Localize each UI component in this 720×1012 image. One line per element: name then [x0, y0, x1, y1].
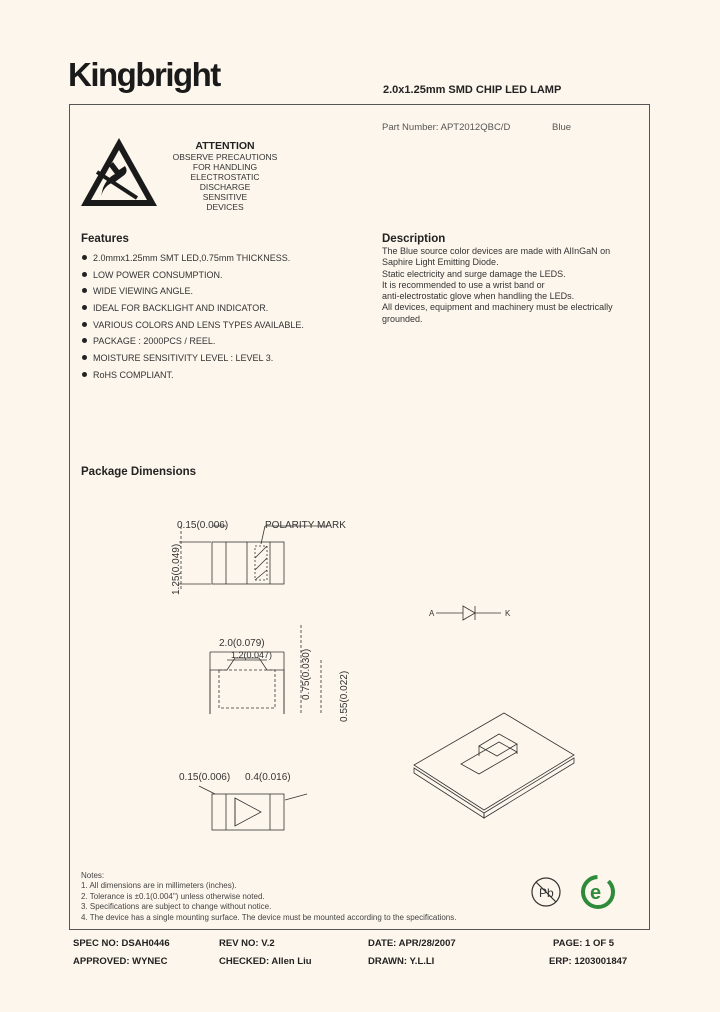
- attention-line: OBSERVE PRECAUTIONS: [172, 152, 278, 162]
- checked-by: CHECKED: Allen Liu: [219, 956, 312, 967]
- package-dimensions-heading: Package Dimensions: [81, 466, 197, 478]
- attention-heading: ATTENTION: [195, 140, 255, 152]
- title-block-footer: [69, 938, 650, 972]
- isometric-view-drawing: [414, 713, 574, 818]
- dim-bottom-right: 0.4(0.016): [245, 772, 291, 783]
- feature-item: LOW POWER CONSUMPTION.: [81, 269, 371, 286]
- page-number: PAGE: 1 OF 5: [553, 938, 615, 949]
- description-line: It is recommended to use a wrist band or: [382, 279, 545, 290]
- esd-warning-icon: [79, 132, 159, 212]
- bottom-view-drawing: [199, 786, 307, 830]
- part-number: Part Number: APT2012QBC/D: [382, 122, 511, 133]
- spec-number: SPEC NO: DSAH0446: [73, 938, 170, 949]
- kingbright-logo: Kingbright: [68, 56, 220, 93]
- attention-line: DISCHARGE: [199, 182, 251, 192]
- description-heading: Description: [382, 233, 446, 245]
- attention-line: SENSITIVE: [202, 192, 248, 202]
- feature-item: VARIOUS COLORS AND LENS TYPES AVAILABLE.: [81, 319, 371, 336]
- note-line: 2. Tolerance is ±0.1(0.004") unless otherwise noted.: [81, 891, 265, 901]
- diode-symbol: [436, 606, 501, 620]
- pb-free-label: Pb: [539, 886, 554, 900]
- attention-line: FOR HANDLING: [192, 162, 258, 172]
- dim-top-width: 0.15(0.006): [177, 520, 229, 531]
- cathode-label: K: [505, 609, 511, 618]
- note-line: 4. The device has a single mounting surface. The device must be mounted according to the specifications.: [81, 912, 457, 922]
- rohs-label: e: [590, 882, 602, 904]
- feature-item: PACKAGE : 2000PCS / REEL.: [81, 335, 371, 352]
- feature-item: WIDE VIEWING ANGLE.: [81, 285, 371, 302]
- description-line: Saphire Light Emitting Diode.: [382, 257, 499, 268]
- attention-line: ELECTROSTATIC: [190, 172, 260, 182]
- attention-line: DEVICES: [206, 202, 244, 212]
- description-text: [382, 246, 644, 325]
- notes-heading: Notes:: [81, 871, 105, 880]
- notes-block: [81, 871, 456, 923]
- erp-number: ERP: 1203001847: [549, 956, 628, 967]
- feature-item: IDEAL FOR BACKLIGHT AND INDICATOR.: [81, 302, 371, 319]
- dim-bottom-left: 0.15(0.006): [179, 772, 231, 783]
- dim-body-width: 2.0(0.079): [219, 638, 265, 649]
- release-date: DATE: APR/28/2007: [368, 938, 456, 949]
- description-line: grounded.: [382, 313, 423, 324]
- dim-right-height: 0.75(0.030): [301, 648, 312, 700]
- package-dimension-drawings: [69, 500, 650, 850]
- feature-item: RoHS COMPLIANT.: [81, 369, 371, 386]
- note-line: 3. Specifications are subject to change without notice.: [81, 902, 272, 912]
- anode-label: A: [429, 609, 435, 618]
- drawn-by: DRAWN: Y.L.LI: [368, 956, 435, 967]
- rohs-compliant-icon: [580, 874, 616, 910]
- description-line: The Blue source color devices are made with AlInGaN on: [382, 246, 611, 256]
- dim-inner-width: 1.2(0.047): [231, 650, 273, 660]
- note-line: 1. All dimensions are in millimeters (inches).: [81, 881, 237, 891]
- top-view-drawing: [179, 526, 329, 590]
- feature-item: MOISTURE SENSITIVITY LEVEL : LEVEL 3.: [81, 352, 371, 369]
- pb-free-icon: [530, 876, 562, 908]
- features-heading: Features: [81, 233, 129, 245]
- dim-polarity-mark: POLARITY MARK: [265, 520, 346, 531]
- features-list: [81, 252, 371, 386]
- dim-side-height: 1.25(0.049): [171, 543, 182, 595]
- description-line: Static electricity and surge damage the LEDS.: [382, 268, 566, 279]
- feature-item: 2.0mmx1.25mm SMT LED,0.75mm THICKNESS.: [81, 252, 371, 269]
- dim-right-height-2: 0.55(0.022): [339, 670, 350, 722]
- description-line: All devices, equipment and machinery must be electrically: [382, 302, 613, 313]
- approved-by: APPROVED: WYNEC: [73, 956, 168, 967]
- description-line: anti-electrostatic glove when handling the LEDs.: [382, 291, 575, 302]
- part-color: Blue: [552, 122, 572, 133]
- attention-block: [160, 140, 290, 212]
- revision-number: REV NO: V.2: [219, 938, 275, 949]
- document-title: 2.0x1.25mm SMD CHIP LED LAMP: [383, 84, 562, 96]
